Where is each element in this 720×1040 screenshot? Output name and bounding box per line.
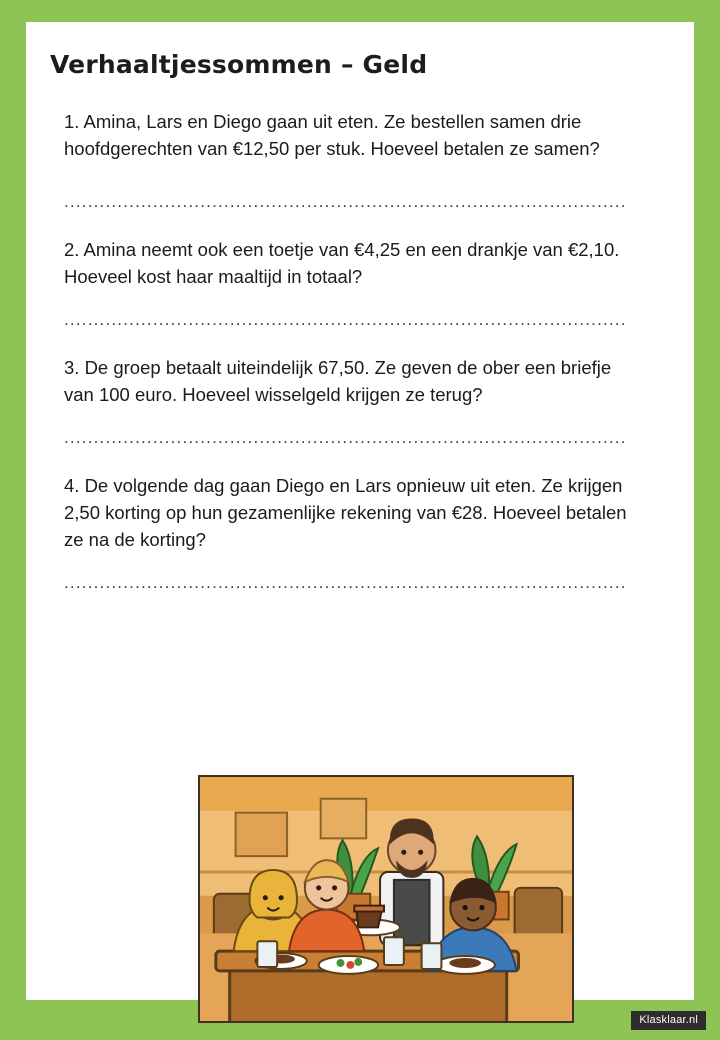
- site-credit-badge: Klasklaar.nl: [631, 1011, 706, 1030]
- question-text: 3. De groep betaalt uiteindelijk 67,50. Ze geven de ober een briefje van 100 euro. Hoeveel wisselgeld krijgen ze terug?: [64, 357, 617, 405]
- restaurant-scene-image: [200, 777, 572, 1022]
- illustration: [198, 775, 574, 1023]
- worksheet-sheet: [26, 22, 694, 1000]
- question-text: 1. Amina, Lars en Diego gaan uit eten. Ze bestellen samen drie hoofdgerechten van €12,50 per stuk. Hoeveel betalen ze samen?: [64, 111, 600, 159]
- question-item: [64, 108, 642, 214]
- question-item: [64, 472, 642, 595]
- answer-line[interactable]: ...............................................................................................: [64, 192, 627, 211]
- question-text: 4. De volgende dag gaan Diego en Lars opnieuw uit eten. Ze krijgen 2,50 korting op hun gezamenlijke rekening van €28. Hoeveel betalen ze na de korting?: [64, 475, 632, 550]
- questions-list: [64, 108, 642, 617]
- answer-line[interactable]: ...............................................................................................: [64, 428, 627, 447]
- question-item: [64, 236, 642, 332]
- answer-line[interactable]: ...............................................................................................: [64, 573, 627, 592]
- answer-line[interactable]: ...............................................................................................: [64, 310, 627, 329]
- question-text: 2. Amina neemt ook een toetje van €4,25 en een drankje van €2,10. Hoeveel kost haar maaltijd in totaal?: [64, 239, 625, 287]
- page-title: Verhaaltjessommen – Geld: [50, 50, 428, 79]
- question-item: [64, 354, 642, 450]
